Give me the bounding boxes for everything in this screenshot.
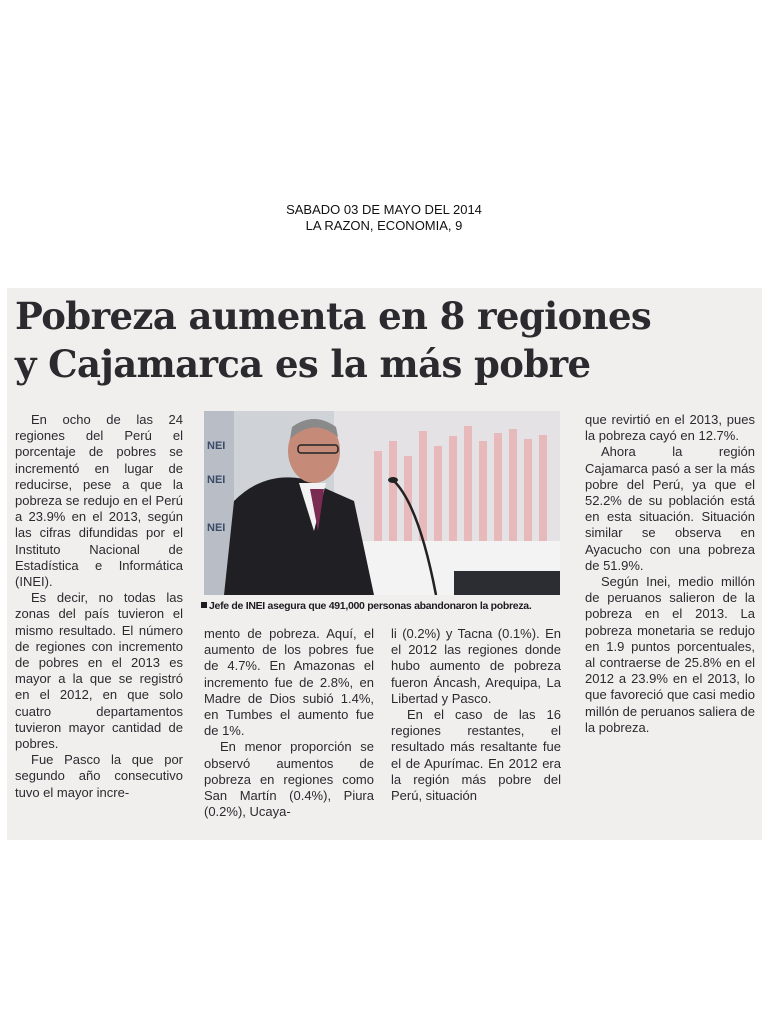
paragraph: li (0.2%) y Tacna (0.1%). En el 2012 las regiones donde hubo aumento de pobreza fueron Áncash, Arequipa, La Libertad y Pasco.	[391, 626, 561, 706]
headline-line-1: Pobreza aumenta en 8 regiones	[15, 294, 652, 338]
paragraph: En el caso de las 16 regiones restantes, el resultado más resaltante fue el de Apurímac. En 2012 era la región más pobre del Perú, situación	[391, 707, 561, 804]
paragraph: Según Inei, medio millón de peruanos salieron de la pobreza en el 2013. La pobreza monetaria se redujo en 1.9 puntos porcentuales, al contraerse de 25.8% en el 2012 a 23.9% en el 2013, lo que favoreció que casi medio millón de peruanos saliera de la pobreza.	[585, 574, 755, 735]
paragraph: mento de pobreza. Aquí, el aumento de los pobres fue de 4.7%. En Amazonas el incremento fue de 2.8%, en Madre de Dios subió 1.4%, en Tumbes el aumento fue de 1%.	[204, 626, 374, 739]
svg-text:NEI: NEI	[207, 440, 226, 452]
svg-text:NEI: NEI	[207, 474, 226, 486]
svg-text:NEI: NEI	[207, 522, 226, 534]
paragraph: Es decir, no todas las zonas del país tuvieron el mismo resultado. El número de regiones con incremento de pobres en el 2013 es mayor a la que se registró en el 2012, en que solo cuatro departamentos tuvieron mayor cantidad de pobres.	[15, 590, 183, 752]
paragraph: En menor proporción se observó aumentos de pobreza en regiones como San Martín (0.4%), Piura (0.2%), Ucaya-	[204, 739, 374, 820]
article-column-3	[391, 626, 561, 804]
publication-header	[0, 202, 768, 234]
photo-caption	[201, 600, 566, 612]
article-photo	[204, 411, 560, 595]
headline-line-2: y Cajamarca es la más pobre	[15, 342, 591, 386]
publication-date: SABADO 03 DE MAYO DEL 2014	[286, 202, 482, 217]
paragraph: En ocho de las 24 regiones del Perú el porcentaje de pobres se incrementó en lugar de reducirse, pese a que la pobreza se redujo en el Perú a 23.9% en el 2013, según las cifras difundidas por el Instituto Nacional de Estadística e Informática (INEI).	[15, 412, 183, 590]
paragraph: Ahora la región Cajamarca pasó a ser la más pobre del Perú, ya que el 52.2% de su población está en esta situación. Situación similar se observa en Ayacucho con una pobreza de 51.9%.	[585, 444, 755, 573]
article-column-2	[204, 626, 374, 820]
caption-bullet-icon	[201, 602, 207, 608]
article-column-4	[585, 412, 755, 736]
article-headline	[15, 292, 760, 388]
photo-image	[204, 411, 560, 595]
caption-text: Jefe de INEI asegura que 491,000 personas abandonaron la pobreza.	[209, 600, 532, 612]
newspaper-clipping	[7, 288, 762, 840]
paragraph: Fue Pasco la que por segundo año consecutivo tuvo el mayor incre-	[15, 752, 183, 800]
publication-section: LA RAZON, ECONOMIA, 9	[305, 218, 463, 233]
paragraph: que revirtió en el 2013, pues la pobreza cayó en 12.7%.	[585, 412, 755, 444]
article-column-1	[15, 412, 183, 801]
